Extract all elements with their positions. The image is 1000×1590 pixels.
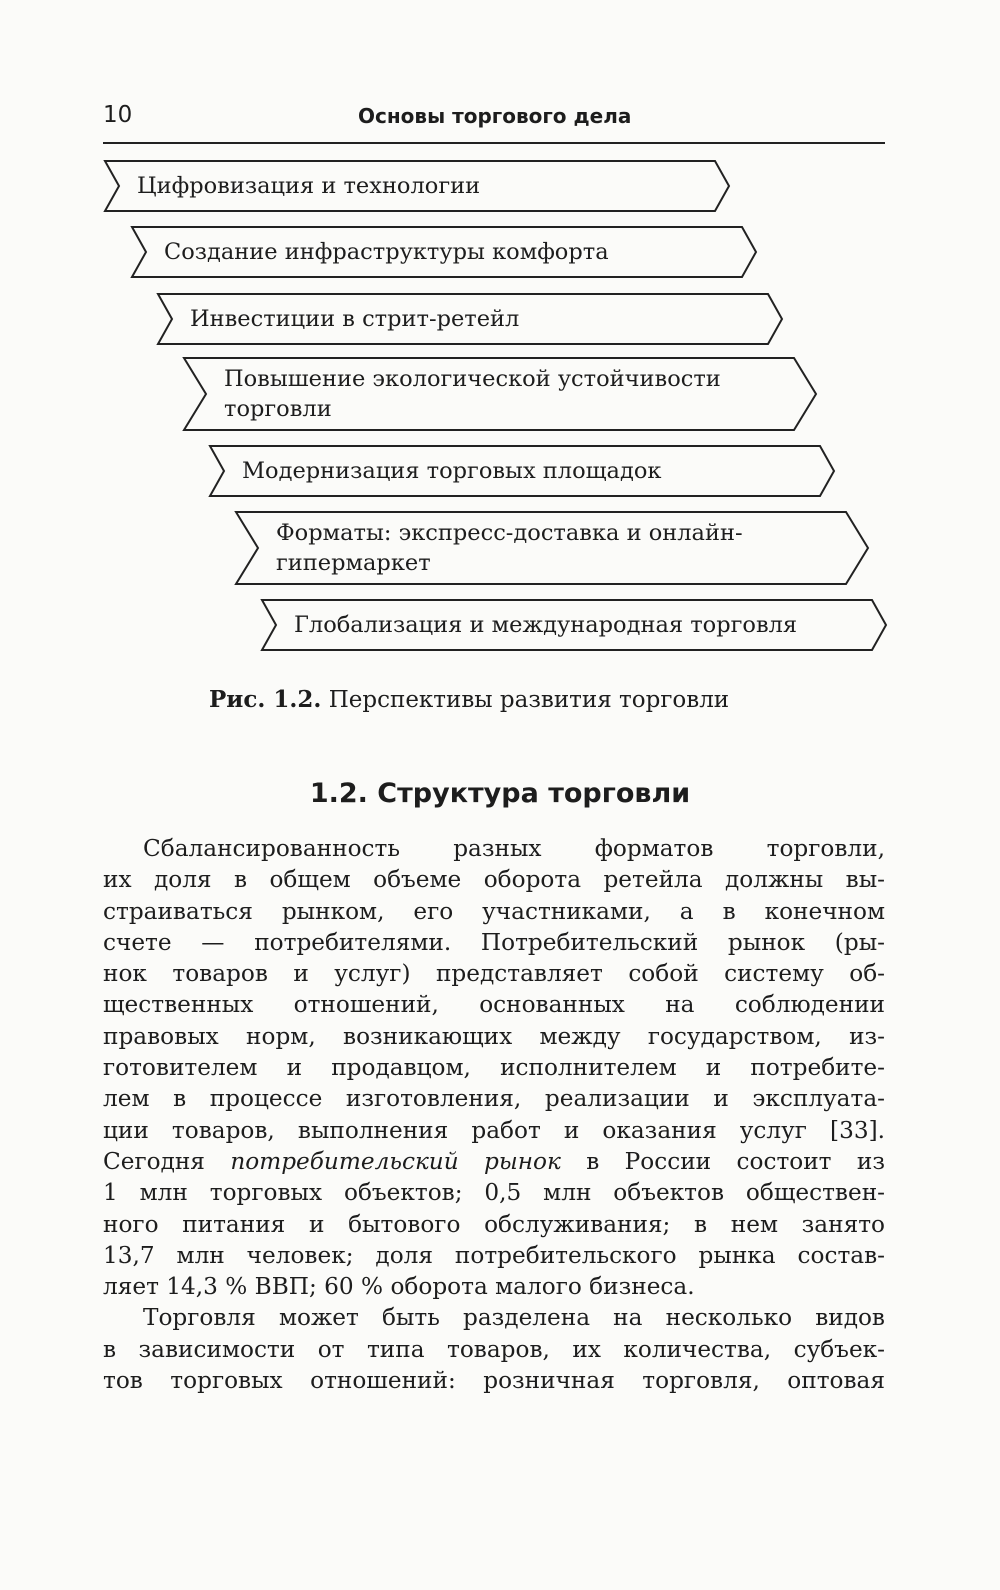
text-line: щественных отношений, основанных на соблюдении [103, 991, 885, 1019]
figure-caption-text: Перспективы развития торговли [328, 687, 730, 713]
chevron-label-line: Форматы: экспресс-доставка и онлайн- [276, 520, 743, 546]
text-line [103, 1146, 885, 1177]
figure-caption-label: Рис. 1.2. [209, 686, 322, 713]
text-line: тов торговых отношений: розничная торговля, оптовая [103, 1367, 885, 1395]
text-line: готовителем и продавцом, исполнителем и потребите- [103, 1054, 885, 1082]
section-title: 1.2. Структура торговли [309, 778, 691, 809]
chevron-label [164, 237, 609, 267]
chevron-label [242, 456, 661, 486]
text-line: счете — потребителями. Потребительский рынок (ры- [103, 928, 885, 956]
chevron-label-line: гипермаркет [276, 550, 431, 576]
body-text [103, 833, 885, 1396]
chevron-label [276, 518, 743, 578]
chevron-label-line: Инвестиции в стрит-ретейл [190, 306, 520, 332]
text-line: правовых норм, возникающих между государством, из- [103, 1022, 885, 1050]
figure-caption [209, 686, 729, 713]
figure-chevron-diagram [0, 0, 1000, 680]
chevron-label [190, 304, 519, 334]
page-number: 10 [103, 102, 133, 128]
text-line: 13,7 млн человек; доля потребительского рынка состав- [103, 1241, 885, 1269]
chevron-label-line: Глобализация и международная торговля [294, 612, 798, 638]
text-line: лем в процессе изготовления, реализации и эксплуата- [103, 1085, 885, 1113]
running-title: Основы торгового дела [358, 104, 632, 128]
text-line: страиваться рынком, его участниками, а в конечном [103, 897, 885, 925]
chevron-label [137, 171, 480, 201]
chevron-label [224, 364, 721, 424]
text-line: ного питания и бытового обслуживания; в нем занято [103, 1210, 885, 1238]
chevron-label-line: торговли [224, 396, 332, 422]
text-line: 1 млн торговых объектов; 0,5 млн объектов обществен- [103, 1179, 885, 1207]
chevron-label-line: Создание инфраструктуры комфорта [164, 239, 609, 265]
text-line: ции товаров, выполнения работ и оказания услуг [33]. [103, 1116, 885, 1144]
chevron-label-line: Модернизация торговых площадок [242, 458, 662, 484]
chevron-label [294, 610, 797, 640]
chevron-label-line: Цифровизация и технологии [137, 173, 481, 199]
text-segment: Сегодня [103, 1147, 231, 1175]
text-segment: в России состоит из [560, 1147, 885, 1175]
emphasized-term: потребительский рынок [230, 1147, 561, 1175]
chevron-label-line: Повышение экологической устойчивости [224, 366, 721, 392]
text-line: ляет 14,3 % ВВП; 60 % оборота малого бизнеса. [103, 1273, 695, 1301]
text-line: в зависимости от типа товаров, их количества, субъек- [103, 1335, 885, 1363]
text-line: Торговля может быть разделена на несколько видов [143, 1304, 885, 1332]
text-line: нок товаров и услуг) представляет собой систему об- [103, 960, 885, 988]
text-line: их доля в общем объеме оборота ретейла должны вы- [103, 866, 885, 894]
text-line: Сбалансированность разных форматов торговли, [143, 835, 885, 862]
